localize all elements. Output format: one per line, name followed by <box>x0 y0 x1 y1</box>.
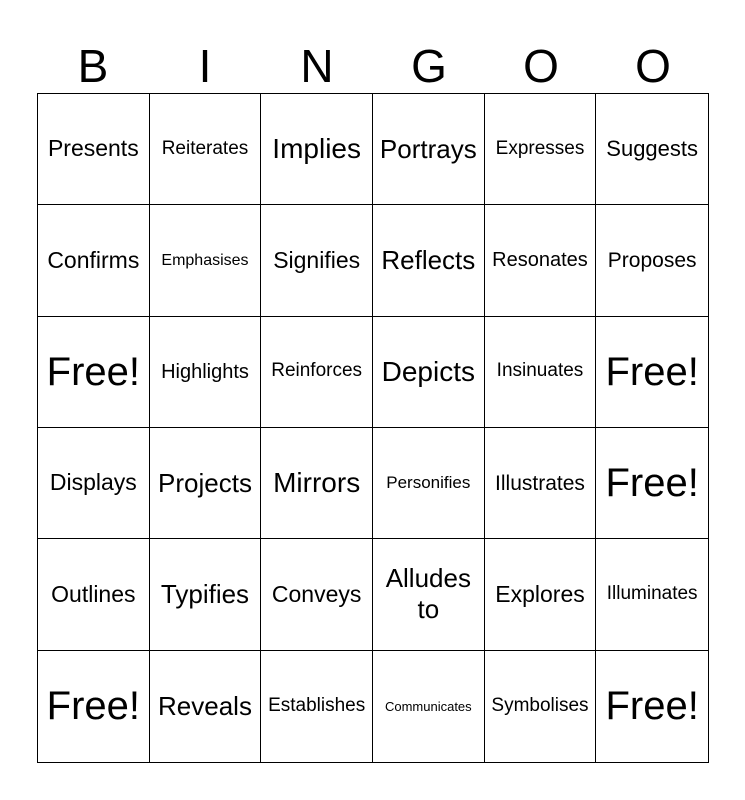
bingo-grid <box>37 93 709 763</box>
bingo-cell-free[interactable]: Free! <box>38 317 150 428</box>
bingo-cell[interactable]: Insinuates <box>485 317 597 428</box>
bingo-cell-free[interactable]: Free! <box>38 651 150 762</box>
bingo-cell[interactable]: Reveals <box>150 651 262 762</box>
bingo-cell[interactable]: Reinforces <box>261 317 373 428</box>
bingo-cell[interactable]: Alludes to <box>373 539 485 650</box>
header-letter: N <box>300 40 334 92</box>
bingo-cell[interactable]: Displays <box>38 428 150 539</box>
bingo-cell[interactable]: Portrays <box>373 94 485 205</box>
bingo-header <box>37 38 709 94</box>
bingo-cell[interactable]: Proposes <box>596 205 708 316</box>
bingo-cell[interactable]: Explores <box>485 539 597 650</box>
bingo-cell[interactable]: Symbolises <box>485 651 597 762</box>
bingo-cell[interactable]: Conveys <box>261 539 373 650</box>
bingo-cell[interactable]: Illustrates <box>485 428 597 539</box>
bingo-cell[interactable]: Suggests <box>596 94 708 205</box>
header-letter: I <box>198 40 212 92</box>
bingo-cell[interactable]: Depicts <box>373 317 485 428</box>
bingo-cell[interactable]: Highlights <box>150 317 262 428</box>
bingo-cell[interactable]: Implies <box>261 94 373 205</box>
header-letter: B <box>77 40 109 92</box>
bingo-cell[interactable]: Confirms <box>38 205 150 316</box>
bingo-cell-free[interactable]: Free! <box>596 428 708 539</box>
bingo-cell[interactable]: Typifies <box>150 539 262 650</box>
bingo-cell[interactable]: Illuminates <box>596 539 708 650</box>
bingo-cell[interactable]: Establishes <box>261 651 373 762</box>
bingo-cell[interactable]: Personifies <box>373 428 485 539</box>
bingo-cell-free[interactable]: Free! <box>605 684 699 729</box>
bingo-cell[interactable]: Outlines <box>38 539 150 650</box>
bingo-cell[interactable]: Communicates <box>373 651 485 762</box>
bingo-cell[interactable]: Mirrors <box>261 428 373 539</box>
header-letter: G <box>411 40 447 92</box>
bingo-cell[interactable]: Reiterates <box>150 94 262 205</box>
bingo-cell[interactable]: Projects <box>150 428 262 539</box>
bingo-cell[interactable]: Expresses <box>485 94 597 205</box>
bingo-cell[interactable]: Signifies <box>261 205 373 316</box>
bingo-cell[interactable]: Presents <box>38 94 150 205</box>
header-letter: O <box>635 40 671 92</box>
bingo-cell[interactable]: Resonates <box>485 205 597 316</box>
header-letter: O <box>523 40 559 92</box>
bingo-cell-free[interactable]: Free! <box>596 317 708 428</box>
bingo-cell[interactable]: Reflects <box>373 205 485 316</box>
bingo-cell[interactable]: Emphasises <box>150 205 262 316</box>
